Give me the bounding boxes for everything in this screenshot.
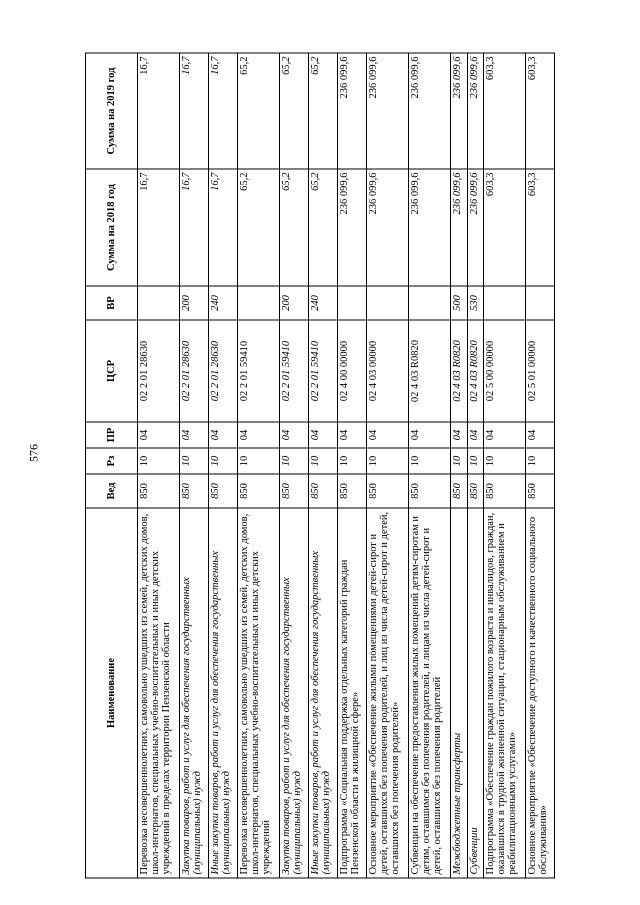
cell-rz: 10	[138, 448, 180, 474]
cell-s2018: 65,2	[238, 169, 280, 286]
cell-name: Иные закупки товаров, работ и услуг для обеспечения государственных (муниципальных) нужд	[209, 508, 238, 878]
cell-name: Основное мероприятие «Обеспечение доступного и качественного социального обслуживания»	[525, 508, 554, 878]
cell-s2019: 603,3	[483, 53, 525, 169]
cell-rz: 10	[309, 448, 338, 474]
table-row	[309, 53, 338, 878]
cell-csr: 02 4 03 00000	[367, 320, 409, 422]
budget-table	[85, 53, 555, 879]
rotated-table-container	[85, 54, 555, 879]
cell-s2018: 236 099,6	[338, 169, 367, 286]
table-row	[280, 53, 309, 878]
cell-s2019: 65,2	[280, 53, 309, 169]
cell-rz: 10	[525, 448, 554, 474]
cell-s2018: 236 099,6	[367, 169, 409, 286]
cell-s2018: 16,7	[138, 169, 180, 286]
header-pr: ПР	[86, 422, 138, 448]
header-rz: Рз	[86, 448, 138, 474]
cell-csr: 02 2 01 28630	[179, 320, 208, 422]
page-number: 576	[26, 444, 41, 462]
cell-s2019: 16,7	[179, 53, 208, 169]
table-row	[483, 53, 525, 878]
cell-vr: 200	[179, 286, 208, 320]
table-row	[525, 53, 554, 878]
cell-rz: 10	[209, 448, 238, 474]
cell-csr: 02 5 00 00000	[483, 320, 525, 422]
cell-csr: 02 5 01 00000	[525, 320, 554, 422]
cell-s2018: 236 099,6	[451, 169, 467, 286]
table-row	[367, 53, 409, 878]
cell-ved: 850	[525, 474, 554, 508]
cell-s2019: 236 099,6	[367, 53, 409, 169]
cell-pr: 04	[209, 422, 238, 448]
header-vr: ВР	[86, 286, 138, 320]
cell-s2018: 16,7	[209, 169, 238, 286]
cell-name: Закупка товаров, работ и услуг для обеспечения государственных (муниципальных) нужд	[280, 508, 309, 878]
cell-vr	[525, 286, 554, 320]
cell-ved: 850	[367, 474, 409, 508]
cell-vr: 240	[309, 286, 338, 320]
cell-s2019: 65,2	[309, 53, 338, 169]
cell-pr: 04	[467, 422, 483, 448]
table-header-row	[86, 53, 138, 878]
cell-csr: 02 4 03 R0820	[409, 320, 451, 422]
table-row	[451, 53, 467, 878]
cell-vr: 200	[280, 286, 309, 320]
table-row	[238, 53, 280, 878]
cell-vr	[338, 286, 367, 320]
cell-ved: 850	[338, 474, 367, 508]
cell-ved: 850	[138, 474, 180, 508]
cell-csr: 02 4 03 R0820	[451, 320, 467, 422]
cell-s2019: 16,7	[209, 53, 238, 169]
cell-csr: 02 2 01 59410	[238, 320, 280, 422]
cell-vr	[409, 286, 451, 320]
cell-csr: 02 2 01 28630	[138, 320, 180, 422]
cell-rz: 10	[483, 448, 525, 474]
cell-s2019: 16,7	[138, 53, 180, 169]
cell-vr: 500	[451, 286, 467, 320]
cell-vr	[138, 286, 180, 320]
cell-ved: 850	[467, 474, 483, 508]
table-row	[179, 53, 208, 878]
cell-s2019: 236 099,6	[338, 53, 367, 169]
cell-csr: 02 4 00 00000	[338, 320, 367, 422]
cell-s2019: 603,3	[525, 53, 554, 169]
cell-name: Перевозка несовершеннолетних, самовольно ушедших из семей, детских домов, школ-интернатов, специальных учебно-воспитательных и иных детских учреждений	[238, 508, 280, 878]
cell-pr: 04	[525, 422, 554, 448]
cell-s2018: 16,7	[179, 169, 208, 286]
table-row	[209, 53, 238, 878]
cell-rz: 10	[467, 448, 483, 474]
cell-ved: 850	[451, 474, 467, 508]
cell-vr	[238, 286, 280, 320]
cell-s2018: 236 099,6	[467, 169, 483, 286]
cell-pr: 04	[138, 422, 180, 448]
table-row	[467, 53, 483, 878]
cell-s2019: 236 099,6	[409, 53, 451, 169]
cell-ved: 850	[238, 474, 280, 508]
cell-vr	[367, 286, 409, 320]
cell-s2018: 65,2	[280, 169, 309, 286]
cell-csr: 02 2 01 59410	[309, 320, 338, 422]
cell-ved: 850	[280, 474, 309, 508]
cell-pr: 04	[280, 422, 309, 448]
cell-rz: 10	[338, 448, 367, 474]
cell-pr: 04	[483, 422, 525, 448]
cell-csr: 02 2 01 28630	[209, 320, 238, 422]
cell-ved: 850	[179, 474, 208, 508]
cell-name: Закупка товаров, работ и услуг для обеспечения государственных (муниципальных) нужд	[179, 508, 208, 878]
header-csr: ЦСР	[86, 320, 138, 422]
cell-name: Перевозка несовершеннолетних, самовольно ушедших из семей, детских домов, школ-интернатов, специальных учебно-воспитательных и иных детских учреждений в пределах территории Пензенской области	[138, 508, 180, 878]
cell-s2018: 65,2	[309, 169, 338, 286]
header-sum-2019: Сумма на 2019 год	[86, 53, 138, 169]
table-row	[338, 53, 367, 878]
cell-pr: 04	[367, 422, 409, 448]
table-row	[138, 53, 180, 878]
cell-csr: 02 2 01 59410	[280, 320, 309, 422]
header-ved: Вед	[86, 474, 138, 508]
cell-rz: 10	[367, 448, 409, 474]
cell-s2018: 236 099,6	[409, 169, 451, 286]
header-name: Наименование	[86, 508, 138, 878]
cell-s2019: 236 099,6	[467, 53, 483, 169]
cell-rz: 10	[238, 448, 280, 474]
cell-s2018: 603,3	[483, 169, 525, 286]
cell-ved: 850	[309, 474, 338, 508]
cell-rz: 10	[409, 448, 451, 474]
cell-ved: 850	[409, 474, 451, 508]
cell-s2019: 65,2	[238, 53, 280, 169]
cell-vr: 530	[467, 286, 483, 320]
cell-name: Субвенции на обеспечение предоставления жилых помещений детям-сиротам и детям, оставшимся без попечения родителей, и лицам из числа детей-сирот и детей, оставшихся без попечения родителей	[409, 508, 451, 878]
table-row	[409, 53, 451, 878]
cell-pr: 04	[309, 422, 338, 448]
cell-csr: 02 4 03 R0820	[467, 320, 483, 422]
cell-ved: 850	[209, 474, 238, 508]
cell-vr	[483, 286, 525, 320]
cell-name: Иные закупки товаров, работ и услуг для обеспечения государственных (муниципальных) нужд	[309, 508, 338, 878]
cell-rz: 10	[451, 448, 467, 474]
cell-name: Субвенции	[467, 508, 483, 878]
cell-ved: 850	[483, 474, 525, 508]
cell-name: Межбюджетные трансферты	[451, 508, 467, 878]
cell-pr: 04	[451, 422, 467, 448]
header-sum-2018: Сумма на 2018 год	[86, 169, 138, 286]
cell-s2018: 603,3	[525, 169, 554, 286]
cell-pr: 04	[409, 422, 451, 448]
cell-name: Подпрограмма «Обеспечение граждан пожилого возраста и инвалидов, граждан, оказавшихся в трудной жизненной ситуации, стационарным обслуживанием и реабилитационными услугами»	[483, 508, 525, 878]
cell-pr: 04	[238, 422, 280, 448]
table-body	[138, 53, 555, 878]
cell-rz: 10	[280, 448, 309, 474]
cell-pr: 04	[179, 422, 208, 448]
cell-s2019: 236 099,6	[451, 53, 467, 169]
cell-rz: 10	[179, 448, 208, 474]
cell-pr: 04	[338, 422, 367, 448]
cell-name: Основное мероприятие «Обеспечение жилыми помещениями детей-сирот и детей, оставшихся без попечения родителей, и лиц из числа детей-сирот и детей, оставшихся без попечения родителей»	[367, 508, 409, 878]
cell-vr: 240	[209, 286, 238, 320]
cell-name: Подпрограмма «Социальная поддержка отдельных категорий граждан Пензенской области в жилищной сфере»	[338, 508, 367, 878]
